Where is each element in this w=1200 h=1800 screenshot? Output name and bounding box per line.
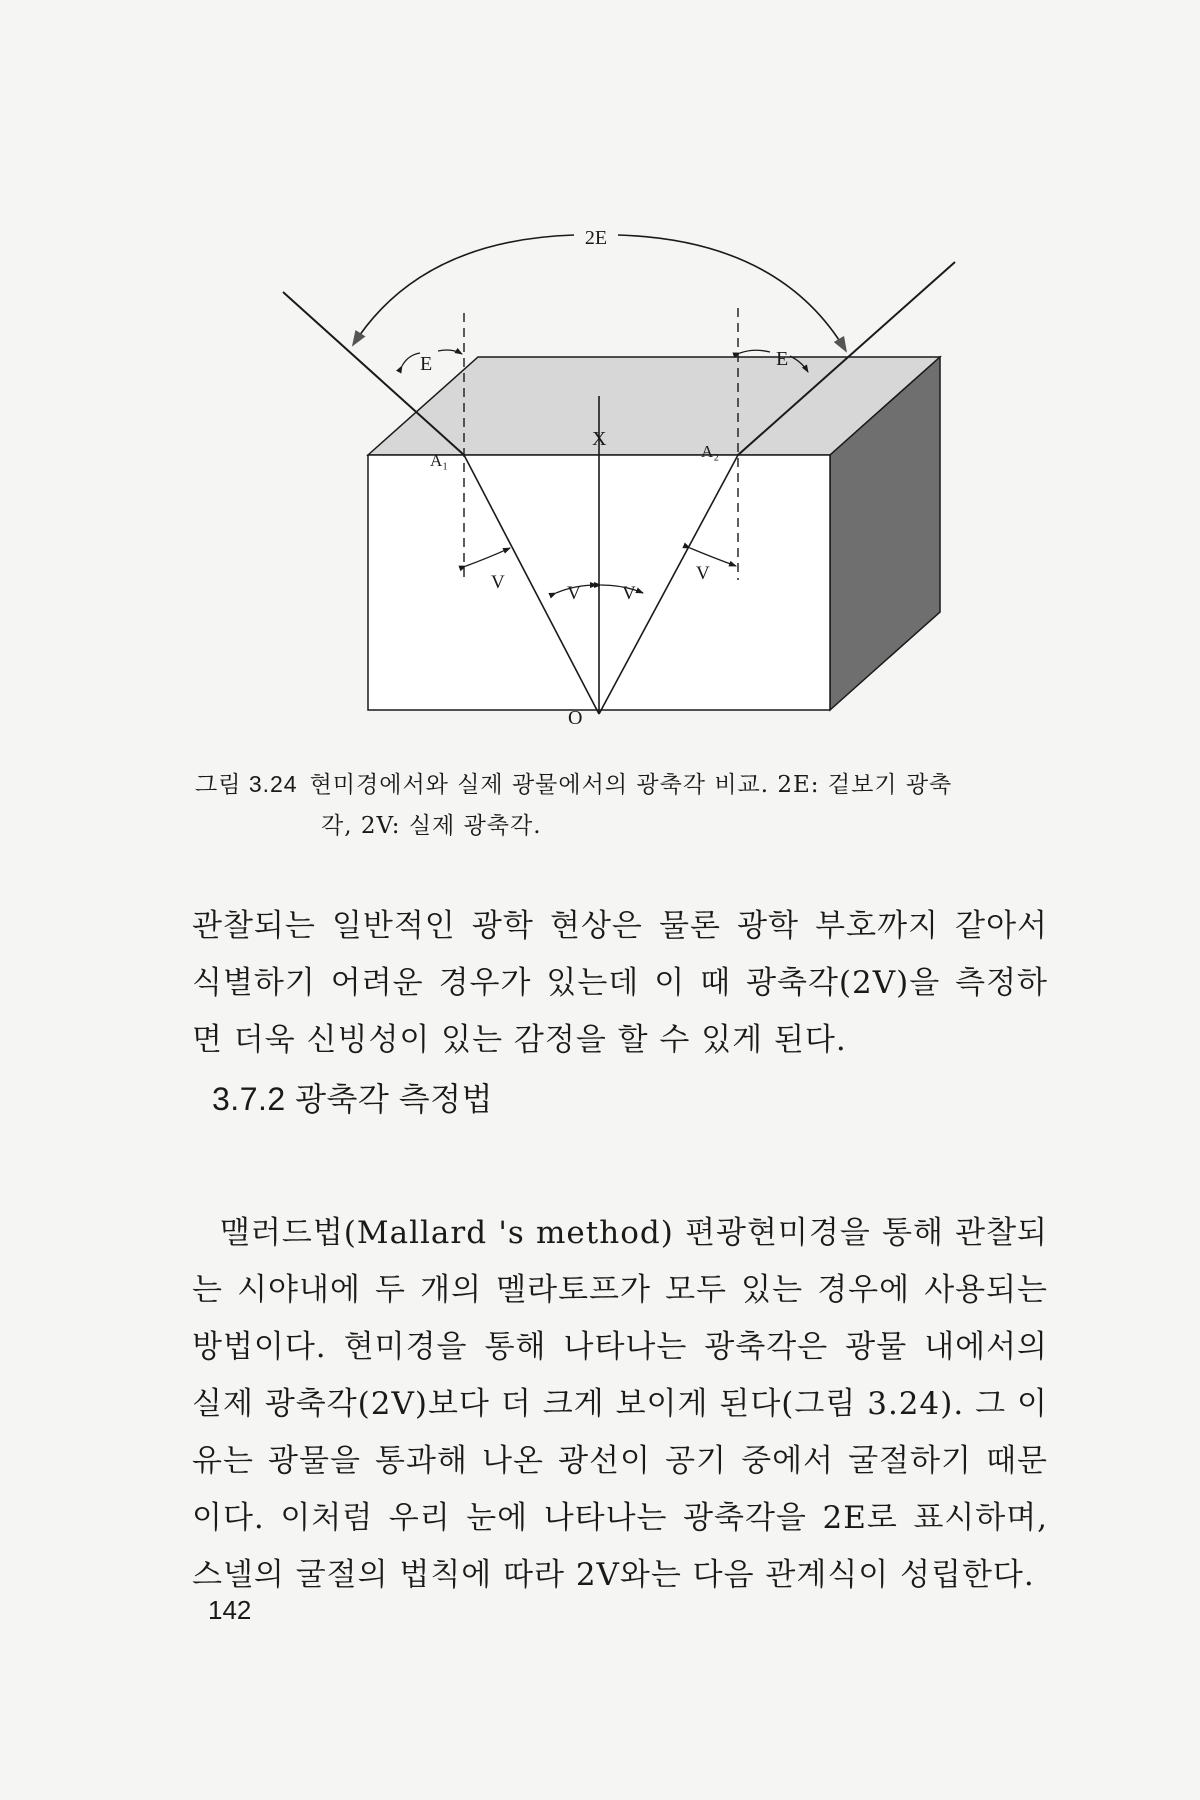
body-paragraph-2: 맬러드법(Mallard 's method) 편광현미경을 통해 관찰되는 시야내에 두 개의 멜라토프가 모두 있는 경우에 사용되는 방법이다. 현미경을 통해 나타나는 광축각은 광물 내에서의 실제 광축각(2V)보다 더 크게 보이게 된다(그림 3.24). 그 이유는 광물을 통과해 나온 광선이 공기 중에서 굴절하기 때문이다. 이처럼 우리 눈에 나타나는 광축각을 2E로 표시하며, 스넬의 굴절의 법칙에 따라 2V와는 다음 관계식이 성립한다. (192, 1215, 1048, 1593)
label-e-right: E (776, 348, 789, 370)
label-v-outer-left: V (491, 572, 505, 593)
label-v-outer-right: V (696, 563, 710, 584)
label-v-inner-right: V (622, 583, 636, 604)
label-e-left: E (420, 353, 433, 375)
arc-e-left-2 (438, 350, 462, 354)
label-a2: A₂ (701, 442, 720, 461)
label-x: X (592, 428, 607, 450)
caption-line-2: 각, 2V: 실제 광축각. (321, 813, 542, 839)
label-2e: 2E (584, 227, 608, 249)
label-a1: A₁ (430, 451, 449, 470)
label-o: O (568, 707, 583, 729)
arc-e-left (402, 353, 420, 366)
arc-e-right (740, 350, 770, 353)
label-v-inner-left: V (567, 583, 581, 604)
arc-2e-right (618, 235, 846, 351)
body-paragraph-1: 관찰되는 일반적인 광학 현상은 물론 광학 부호까지 같아서 식별하기 어려운 경우가 있는데 이 때 광축각(2V)을 측정하면 더욱 신빙성이 있는 감정을 할 수 있게 된다. (192, 908, 1048, 1058)
caption-number: 그림 3.24 (195, 771, 298, 797)
section-heading: 3.7.2 광축각 측정법 (212, 1081, 493, 1117)
page-number: 142 (208, 1595, 252, 1625)
optic-angle-diagram (270, 215, 970, 735)
figure-caption (195, 764, 1055, 847)
caption-line-1: 현미경에서와 실제 광물에서의 광축각 비교. 2E: 겉보기 광축 (309, 772, 953, 798)
